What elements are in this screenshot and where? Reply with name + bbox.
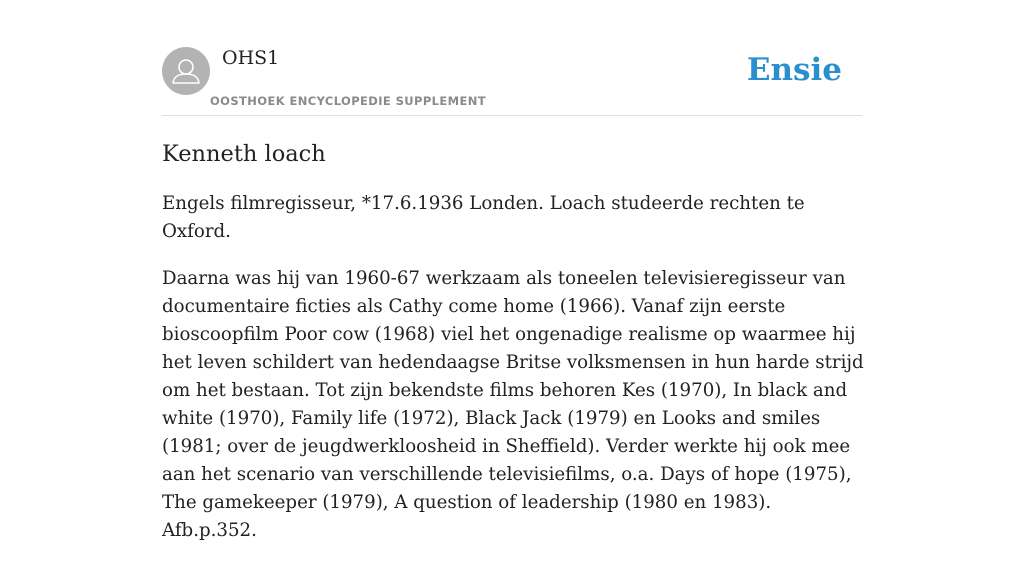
article-paragraph: Daarna was hij van 1960-67 werkzaam als toneelen televisieregisseur van documentaire ficties als Cathy come home (1966). Vanaf zijn eerste bioscoopfilm Poor cow (1968) viel het ongenadige realisme op waarmee hij het leven schildert van hedendaagse Britse volksmensen in hun harde strijd om het bestaan. Tot zijn bekendste films behoren Kes (1970), In black and white (1970), Family life (1972), Black Jack (1979) en Looks and smiles (1981; over de jeugdwerkloosheid in Sheffield). Verder werkte hij ook mee aan het scenario van verschillende televisiefilms, o.a. Days of hope (1975), The gamekeeper (1979), A question of leadership (1980 en 1983). Afb.p.352.	[162, 268, 864, 541]
header-divider	[162, 115, 862, 116]
article-paragraph: Engels filmregisseur, *17.6.1936 Londen. Loach studeerde rechten te Oxford.	[162, 193, 805, 242]
article-title: Kenneth loach	[162, 141, 326, 167]
user-icon	[162, 47, 210, 95]
author-avatar[interactable]	[162, 47, 210, 95]
article	[162, 138, 867, 564]
source-name[interactable]: OOSTHOEK ENCYCLOPEDIE SUPPLEMENT	[210, 94, 487, 108]
ensie-logo[interactable]: Ensie	[746, 52, 842, 88]
author-name[interactable]: OHS1	[222, 47, 280, 69]
